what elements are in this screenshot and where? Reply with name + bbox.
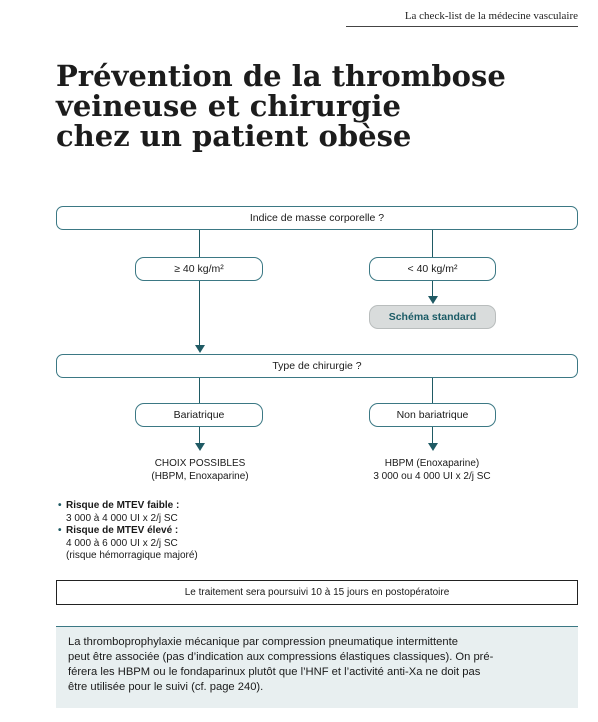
bmi-question-box: Indice de masse corporelle ? (56, 206, 578, 230)
arrow-down-icon (428, 296, 438, 304)
surgery-question-box: Type de chirurgie ? (56, 354, 578, 378)
result-line: 3 000 ou 4 000 UI x 2/j SC (373, 471, 491, 482)
page-title (56, 59, 506, 153)
title-line: Prévention de la thrombose (56, 59, 506, 93)
title-line: chez un patient obèse (56, 118, 412, 153)
non-bariatric-result (342, 457, 522, 483)
result-line: (HBPM, Enoxaparine) (151, 471, 249, 482)
connector-line (199, 230, 200, 257)
connector-line (199, 427, 200, 443)
connector-line (432, 427, 433, 443)
arrow-down-icon (195, 443, 205, 451)
connector-line (199, 378, 200, 403)
non-bariatric-box: Non bariatrique (369, 403, 496, 427)
risk-dose: 3 000 à 4 000 UI x 2/j SC (66, 512, 178, 524)
info-line: être utilisée pour le suivi (cf. page 240). (68, 681, 264, 693)
result-line: HBPM (Enoxaparine) (384, 458, 480, 469)
connector-line (432, 281, 433, 296)
info-box (56, 626, 578, 708)
arrow-down-icon (428, 443, 438, 451)
info-line: férera les HBPM ou le fondaparinux plutôt que l’HNF et l’activité anti-Xa ne doit pas (68, 666, 481, 678)
result-line: CHOIX POSSIBLES (154, 458, 246, 469)
arrow-down-icon (195, 345, 205, 353)
risk-dose: 4 000 à 6 000 UI x 2/j SC (66, 537, 178, 549)
standard-scheme-box: Schéma standard (369, 305, 496, 329)
info-line: La thromboprophylaxie mécanique par compression pneumatique intermittente (68, 636, 458, 648)
title-line: veineuse et chirurgie (56, 88, 401, 123)
connector-line (432, 378, 433, 403)
bariatric-box: Bariatrique (135, 403, 263, 427)
risk-list (58, 500, 198, 563)
bmi-high-box: ≥ 40 kg/m² (135, 257, 263, 281)
bmi-low-box: < 40 kg/m² (369, 257, 496, 281)
connector-line (432, 230, 433, 257)
risk-label: • Risque de MTEV faible : (66, 500, 180, 511)
info-line: peut être associée (pas d’indication aux compressions élastiques classiques). On pré- (68, 651, 494, 663)
bariatric-result (110, 457, 290, 483)
risk-label: • Risque de MTEV élevé : (66, 525, 179, 536)
connector-line (199, 281, 200, 345)
risk-note: (risque hémorragique majoré) (66, 550, 198, 561)
treatment-duration-note: Le traitement sera poursuivi 10 à 15 jours en postopératoire (56, 580, 578, 605)
running-header: La check-list de la médecine vasculaire (346, 10, 578, 27)
list-item (58, 500, 198, 525)
list-item (58, 525, 198, 563)
